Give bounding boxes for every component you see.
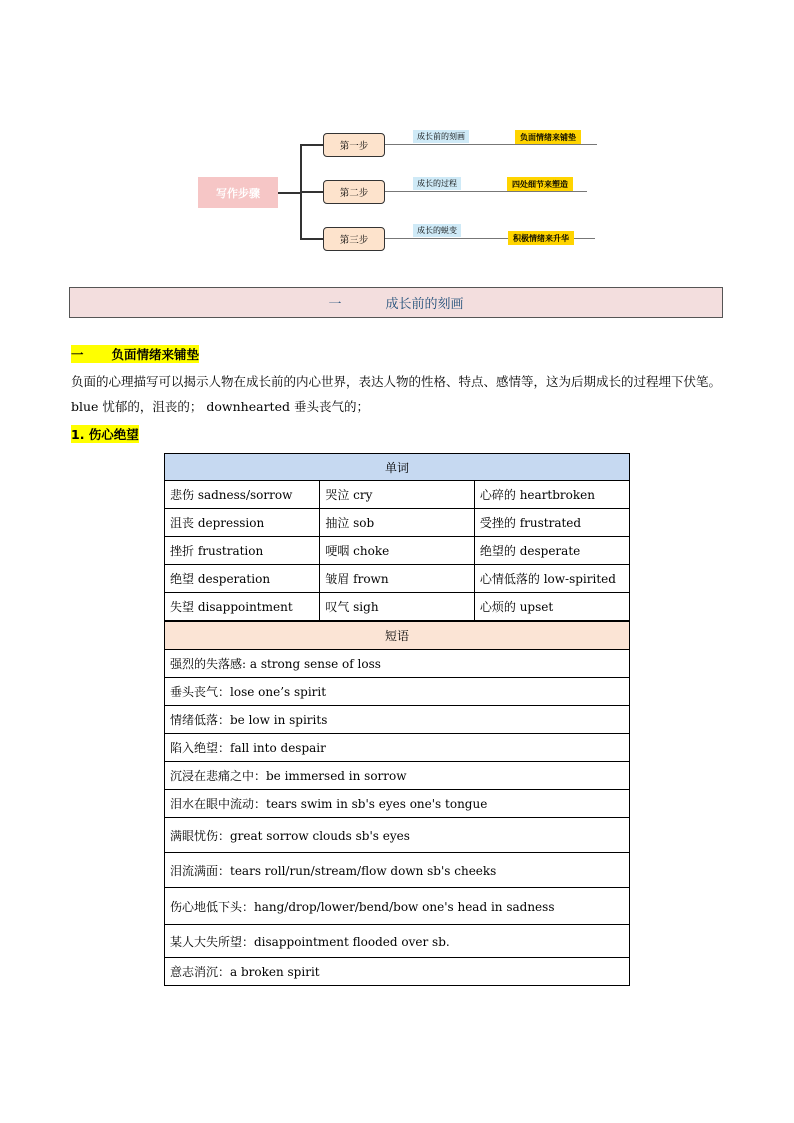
step-1-sub: 成长前的刻画	[413, 130, 469, 143]
mind-map	[0, 0, 794, 270]
table-row	[165, 706, 630, 734]
step-3-tag: 积极情绪来升华	[508, 231, 574, 245]
table-cell: 心碎的 heartbroken	[474, 481, 629, 509]
table-row	[165, 818, 630, 853]
section-title: 成长前的刻画	[385, 297, 464, 312]
heading-title: 负面情绪来铺垫	[111, 347, 200, 362]
connector	[300, 238, 323, 240]
step-2-tag: 四处细节来塑造	[507, 177, 573, 191]
table-cell: 哽咽 choke	[320, 537, 475, 565]
heading-negative-emotion	[71, 345, 199, 363]
step-2-sub: 成长的过程	[413, 177, 461, 190]
step-3: 第三步	[323, 227, 385, 251]
connector	[300, 144, 323, 146]
table-cell: 沮丧 depression	[165, 509, 320, 537]
heading-number: 一	[71, 347, 84, 362]
table-cell: 挫折 frustration	[165, 537, 320, 565]
table-row	[165, 481, 630, 509]
table-cell: 绝望 desperation	[165, 565, 320, 593]
step-2: 第二步	[323, 180, 385, 204]
words-table	[164, 453, 630, 621]
phrase-cell: 垂头丧气：lose one’s spirit	[165, 678, 630, 706]
phrase-cell: 沉浸在悲痛之中：be immersed in sorrow	[165, 762, 630, 790]
table-cell: 心情低落的 low-spirited	[474, 565, 629, 593]
words-table-header: 单词	[165, 454, 630, 481]
table-row	[165, 650, 630, 678]
phrase-cell: 强烈的失落感: a strong sense of loss	[165, 650, 630, 678]
table-row	[165, 888, 630, 925]
phrase-cell: 伤心地低下头：hang/drop/lower/bend/bow one's head in sadness	[165, 888, 630, 925]
phrase-cell: 情绪低落：be low in spirits	[165, 706, 630, 734]
phrase-cell: 泪流满面：tears roll/run/stream/flow down sb's cheeks	[165, 853, 630, 888]
phrase-cell: 某人大失所望：disappointment flooded over sb.	[165, 925, 630, 958]
phrases-table	[164, 621, 630, 986]
phrase-cell: 满眼忧伤：great sorrow clouds sb's eyes	[165, 818, 630, 853]
table-row	[165, 734, 630, 762]
table-row	[165, 593, 630, 621]
step-1-tag: 负面情绪来铺垫	[515, 130, 581, 144]
table-cell: 皱眉 frown	[320, 565, 475, 593]
table-cell: 心烦的 upset	[474, 593, 629, 621]
connector	[278, 192, 301, 194]
subheading-sad-despair: 1. 伤心绝望	[71, 427, 139, 442]
connector	[385, 191, 587, 192]
section-banner	[69, 287, 723, 318]
table-cell: 叹气 sigh	[320, 593, 475, 621]
table-row	[165, 678, 630, 706]
table-row	[165, 537, 630, 565]
phrase-cell: 陷入绝望：fall into despair	[165, 734, 630, 762]
table-row	[165, 853, 630, 888]
phrase-cell: 泪水在眼中流动：tears swim in sb's eyes one's tongue	[165, 790, 630, 818]
step-3-sub: 成长的蜕变	[413, 224, 461, 237]
phrases-table-header: 短语	[165, 622, 630, 650]
table-row	[165, 762, 630, 790]
table-cell: 绝望的 desperate	[474, 537, 629, 565]
connector	[385, 144, 597, 145]
phrase-cell: 意志消沉：a broken spirit	[165, 958, 630, 986]
mindmap-root: 写作步骤	[198, 177, 278, 208]
table-cell: 失望 disappointment	[165, 593, 320, 621]
table-cell: 悲伤 sadness/sorrow	[165, 481, 320, 509]
step-1: 第一步	[323, 133, 385, 157]
table-row	[165, 925, 630, 958]
table-cell: 哭泣 cry	[320, 481, 475, 509]
intro-paragraph: 负面的心理描写可以揭示人物在成长前的内心世界，表达人物的性格、特点、感情等，这为后期成长的过程埋下伏笔。blue 忧郁的，沮丧的； downhearted 垂头丧气的；	[71, 374, 722, 414]
table-cell: 受挫的 frustrated	[474, 509, 629, 537]
table-row	[165, 958, 630, 986]
table-cell: 抽泣 sob	[320, 509, 475, 537]
table-row	[165, 790, 630, 818]
table-row	[165, 565, 630, 593]
section-number: 一	[328, 297, 342, 312]
connector	[300, 191, 323, 193]
table-row	[165, 509, 630, 537]
